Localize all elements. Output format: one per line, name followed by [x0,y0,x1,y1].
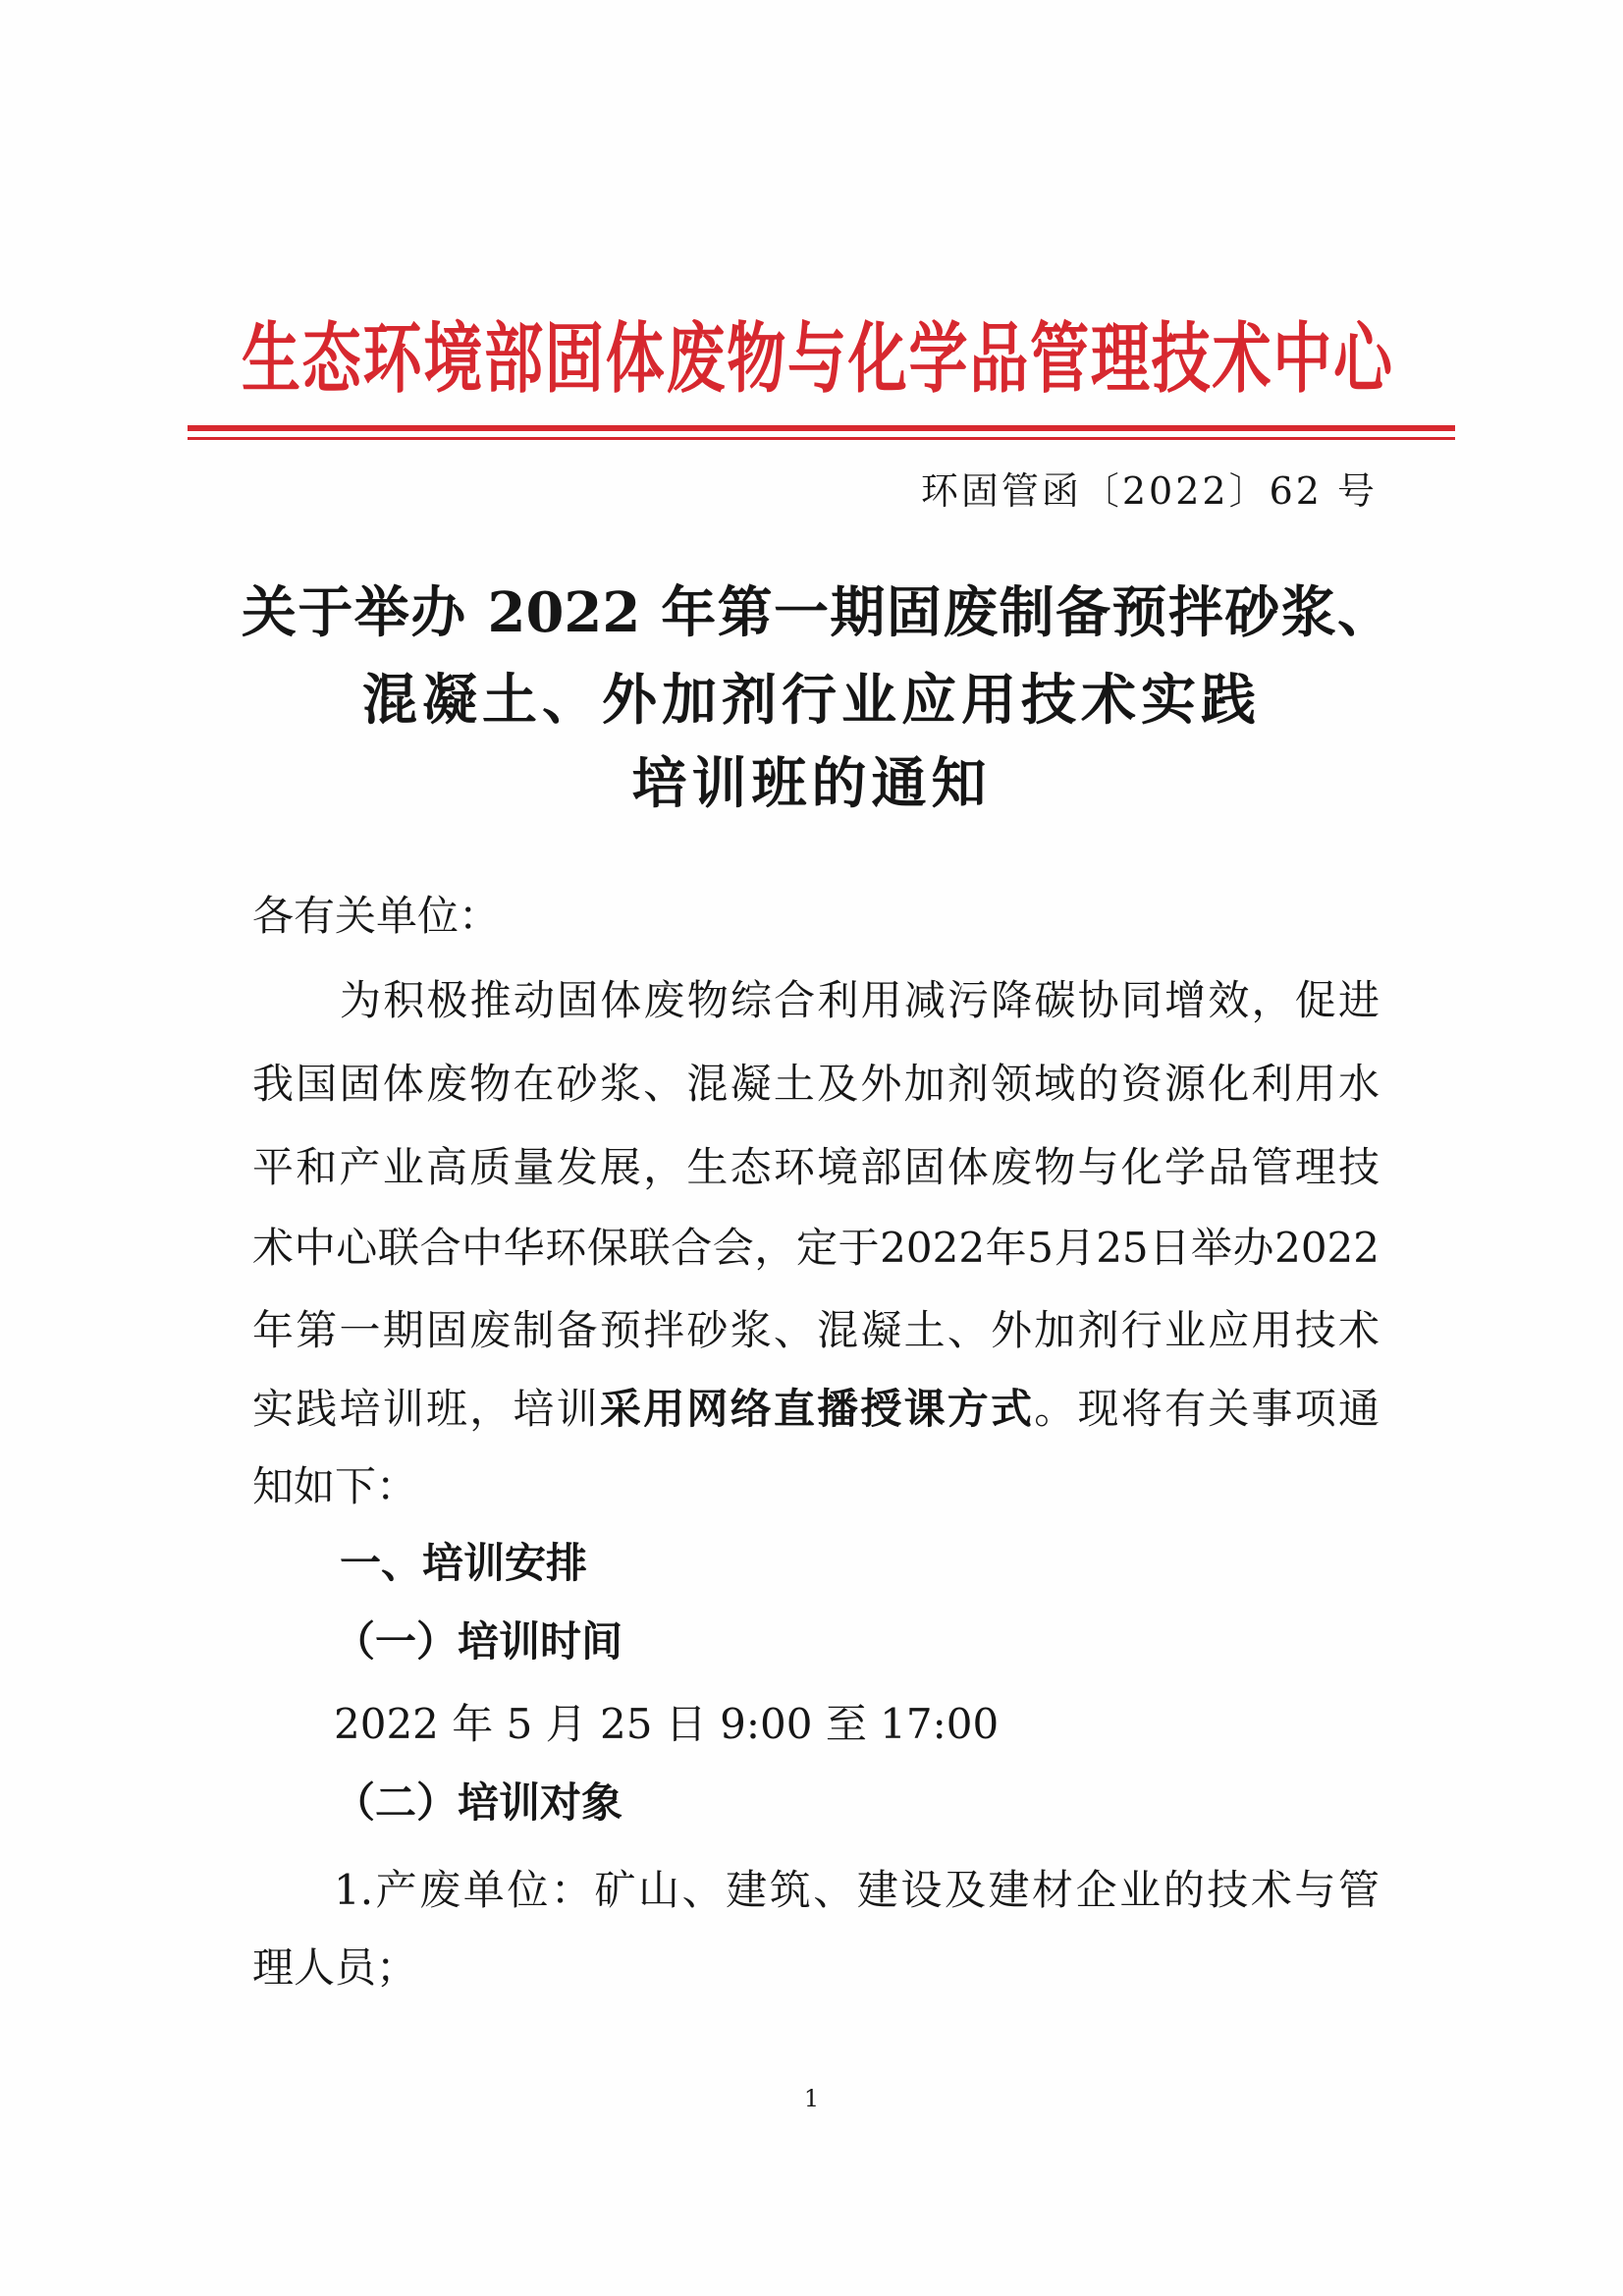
intro-line-7: 知如下： [252,1462,418,1510]
intro-line-6 [252,1382,1380,1437]
subheading-training-time: （一）培训时间 [334,1617,623,1666]
letterhead-rule-thick [188,425,1455,431]
intro-line-2: 我国固体废物在砂浆、混凝土及外加剂领域的资源化利用水 [252,1060,1380,1108]
intro-line-1: 为积极推动固体废物综合利用减污降碳协同增效，促进 [340,976,1380,1024]
document-number: 环固管函〔2022〕62 号 [920,469,1378,513]
intro-line-3: 平和产业高质量发展，生态环境部固体废物与化学品管理技 [252,1143,1380,1191]
audience-item-1-line-1: 1.产废单位：矿山、建筑、建设及建材企业的技术与管 [334,1866,1380,1914]
title-line-1: 关于举办 2022 年第一期固废制备预拌砂浆、 [242,580,1392,645]
intro-line-6-end: 。现将有关事项通 [1034,1385,1380,1433]
page-number: 1 [803,2085,820,2112]
training-time-text: 2022 年 5 月 25 日 9:00 至 17:00 [334,1700,1000,1748]
intro-line-4: 术中心联合中华环保联合会，定于2022年5月25日举办2022 [252,1224,1380,1272]
letterhead-org-name: 生态环境部固体废物与化学品管理技术中心 [242,314,1392,405]
section-heading-training-arrangement: 一、培训安排 [340,1539,588,1587]
intro-line-5: 年第一期固废制备预拌砂浆、混凝土、外加剂行业应用技术 [252,1306,1380,1354]
intro-line-6-start: 实践培训班，培训 [252,1385,600,1433]
title-line-2: 混凝土、外加剂行业应用技术实践 [362,668,1261,733]
audience-item-1-line-2: 理人员； [252,1943,418,1992]
subheading-training-audience: （二）培训对象 [334,1778,623,1827]
letterhead-rule-thin [188,437,1455,440]
title-line-3: 培训班的通知 [631,751,992,816]
emphasis-live-stream: 采用网络直播授课方式 [599,1385,1035,1433]
salutation: 各有关单位： [252,892,501,940]
